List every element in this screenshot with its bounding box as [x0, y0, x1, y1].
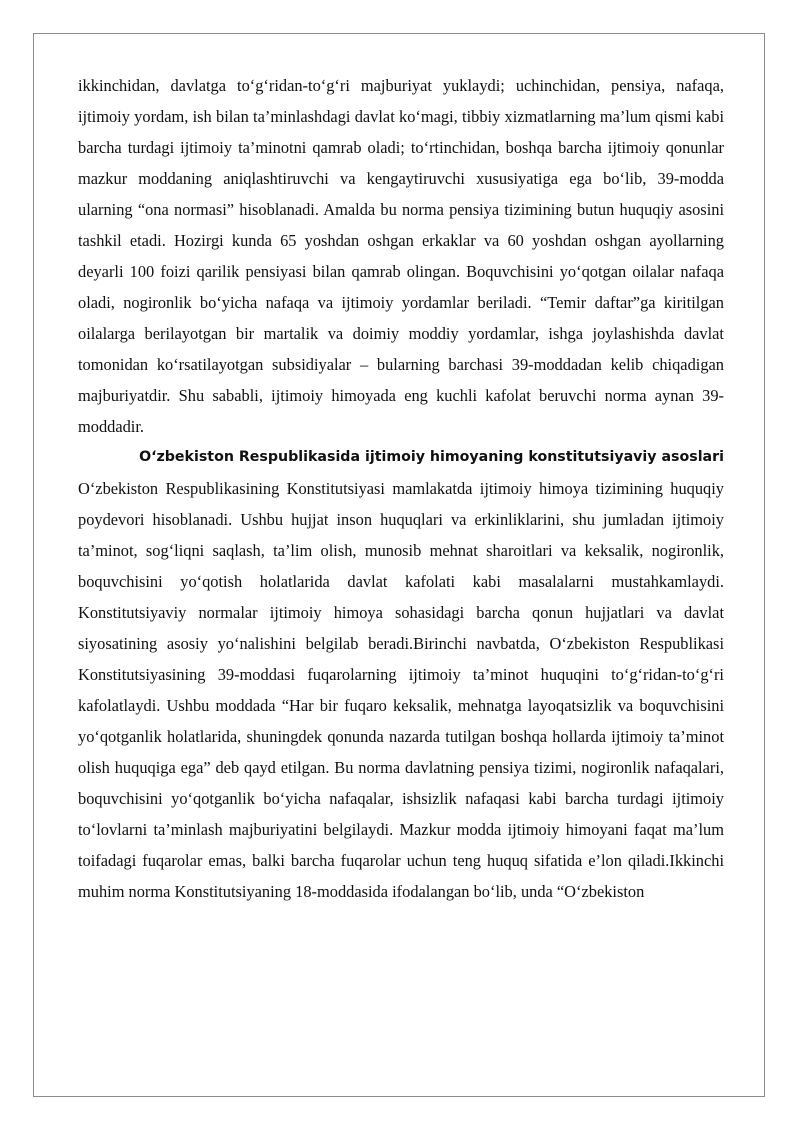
document-body: [78, 70, 724, 907]
paragraph-constitutional-basis: O‘zbekiston Respublikasining Konstitutsiyasi mamlakatda ijtimoiy himoya tizimining huquqiy poydevori hisoblanadi. Ushbu hujjat inson huquqlari va erkinliklarini, shu jumladan ijtimoiy ta’minot, sog‘liqni saqlash, ta’lim olish, munosib mehnat sharoitlari va keksalik, nogironlik, boquvchisini yo‘qotish holatlarida davlat kafolati kabi masalalarni mustahkamlaydi. Konstitutsiyaviy normalar ijtimoiy himoya sohasidagi barcha qonun hujjatlari va davlat siyosatining asosiy yo‘nalishini belgilab beradi.Birinchi navbatda, O‘zbekiston Respublikasi Konstitutsiyasining 39-moddasi fuqarolarning ijtimoiy ta’minot huquqini to‘g‘ridan-to‘g‘ri kafolatlaydi. Ushbu moddada “Har bir fuqaro keksalik, mehnatga layoqatsizlik va boquvchisini yo‘qotganlik holatlarida, shuningdek qonunda nazarda tutilgan boshqa hollarda ijtimoiy ta’minot olish huquqiga ega” deb qayd etilgan. Bu norma davlatning pensiya tizimi, nogironlik nafaqalari, boquvchisini yo‘qotganlik bo‘yicha nafaqalar, ishsizlik nafaqasi kabi barcha turdagi ijtimoiy to‘lovlarni ta’minlash majburiyatini belgilaydi. Mazkur modda ijtimoiy himoyani faqat ma’lum toifadagi fuqarolar emas, balki barcha fuqarolar uchun teng huquq sifatida e’lon qiladi.Ikkinchi muhim norma Konstitutsiyaning 18-moddasida ifodalangan bo‘lib, unda “O‘zbekiston: [78, 479, 724, 901]
paragraph-pension-obligations: ikkinchidan, davlatga to‘g‘ridan-to‘g‘ri majburiyat yuklaydi; uchinchidan, pensiya, nafaqa, ijtimoiy yordam, ish bilan ta’minlashdagi davlat ko‘magi, tibbiy xizmatlarning ma’lum qismi kabi barcha turdagi ijtimoiy ta’minotni qamrab oladi; to‘rtinchidan, boshqa barcha ijtimoiy qonunlar mazkur moddaning aniqlashtiruvchi va kengaytiruvchi xususiyatiga ega bo‘lib, 39-modda ularning “ona normasi” hisoblanadi. Amalda bu norma pensiya tizimining butun huquqiy asosini tashkil etadi. Hozirgi kunda 65 yoshdan oshgan erkaklar va 60 yoshdan oshgan ayollarning deyarli 100 foizi qarilik pensiyasi bilan qamrab olingan. Boquvchisini yo‘qotgan oilalar nafaqa oladi, nogironlik bo‘yicha nafaqa va ijtimoiy yordamlar beriladi. “Temir daftar”ga kiritilgan oilalarga berilayotgan bir martalik va doimiy moddiy yordamlar, ishga joylashishda davlat tomonidan ko‘rsatilayotgan subsidiyalar – bularning barchasi 39-moddadan kelib chiqadigan majburiyatdir. Shu sababli, ijtimoiy himoyada eng kuchli kafolat beruvchi norma aynan 39-moddadir.: [78, 76, 724, 436]
section-heading: O‘zbekiston Respublikasida ijtimoiy himoyaning konstitutsiyaviy asoslari: [139, 449, 724, 465]
